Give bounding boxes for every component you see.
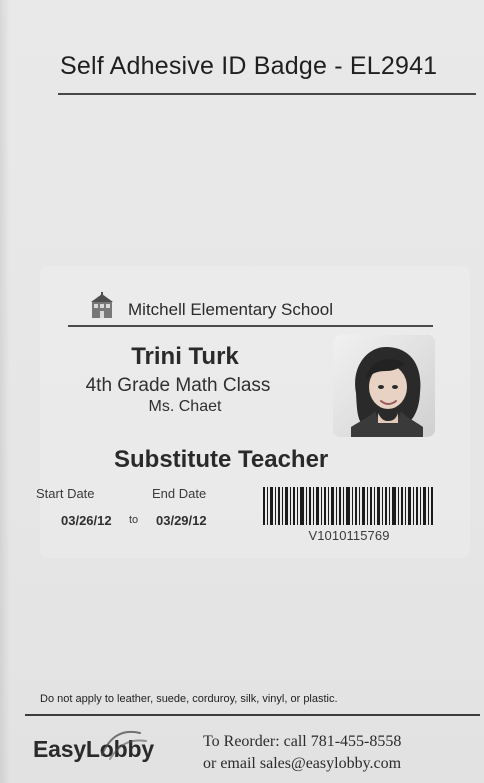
barcode-number: V1010115769 <box>308 528 390 543</box>
barcode-icon <box>263 487 435 525</box>
dates-values <box>61 513 261 531</box>
reorder-phone-line: To Reorder: call 781-455-8558 <box>203 733 402 750</box>
date-separator: to <box>129 514 139 526</box>
school-divider <box>68 325 433 327</box>
person-name: Trini Turk <box>131 343 239 370</box>
start-date-value: 03/26/12 <box>61 513 112 528</box>
brand-logo-text: EasyLobby <box>33 736 154 762</box>
end-date-value: 03/29/12 <box>156 513 207 528</box>
product-title: Self Adhesive ID Badge - EL2941 <box>60 52 438 80</box>
person-photo <box>333 335 435 437</box>
end-date-label: End Date <box>152 486 207 501</box>
class-name: 4th Grade Math Class <box>85 375 271 396</box>
reorder-info <box>203 731 484 775</box>
portrait-illustration <box>333 335 435 437</box>
footer-divider <box>25 714 480 716</box>
barcode-block <box>263 487 435 557</box>
start-date-label: Start Date <box>36 486 95 501</box>
product-title-divider <box>58 93 476 95</box>
school-building-icon <box>90 292 114 320</box>
teacher-name: Ms. Chaet <box>148 398 222 415</box>
school-name: Mitchell Elementary School <box>128 300 334 319</box>
badge-area <box>0 266 484 561</box>
dates-labels <box>36 486 246 504</box>
reorder-email-line: or email sales@easylobby.com <box>203 755 402 772</box>
application-warning: Do not apply to leather, suede, corduroy, silk, vinyl, or plastic. <box>40 693 338 705</box>
badge-role: Substitute Teacher <box>114 446 329 473</box>
school-header <box>90 292 333 320</box>
